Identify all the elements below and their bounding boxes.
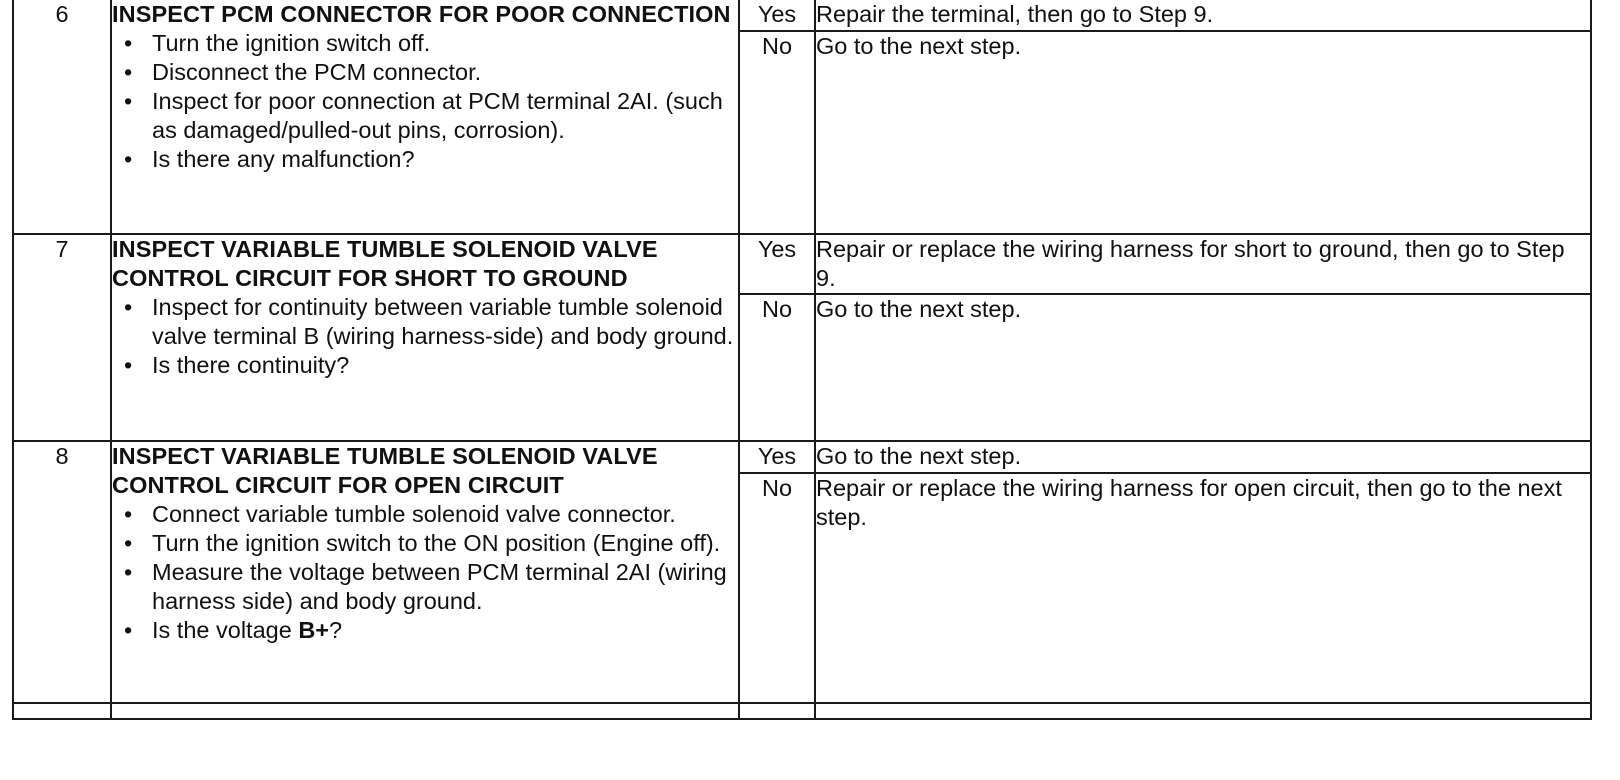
inspection-cell [111,0,739,234]
yes-label: Yes [739,234,815,294]
yes-action: Repair or replace the wiring harness for short to ground, then go to Step 9. [815,234,1591,294]
no-action: Repair or replace the wiring harness for open circuit, then go to the next step. [815,473,1591,703]
diagnostic-procedure-table [12,0,1592,720]
partial-cell [111,703,739,719]
inspection-item: • Measure the voltage between PCM terminal 2AI (wiring harness side) and body ground. [112,558,738,616]
inspection-cell [111,234,739,441]
step-7-yes-row [13,234,1591,294]
inspection-item: • Inspect for continuity between variable tumble solenoid valve terminal B (wiring harness-side) and body ground. [112,293,738,351]
partial-cell [13,703,111,719]
inspection-item: • Turn the ignition switch off. [112,29,738,58]
inspection-item [112,616,738,645]
inspection-list [112,293,738,380]
inspection-item: • Disconnect the PCM connector. [112,58,738,87]
yes-label: Yes [739,441,815,473]
partial-cell [739,703,815,719]
step-number: 8 [13,441,111,703]
yes-action: Go to the next step. [815,441,1591,473]
inspection-list [112,500,738,645]
inspection-item: • Turn the ignition switch to the ON position (Engine off). [112,529,738,558]
inspection-list [112,29,738,174]
no-label: No [739,31,815,234]
next-step-row-partial [13,703,1591,719]
no-action: Go to the next step. [815,31,1591,234]
step-number: 7 [13,234,111,441]
no-label: No [739,473,815,703]
inspection-item: • Connect variable tumble solenoid valve connector. [112,500,738,529]
step-number: 6 [13,0,111,234]
no-label: No [739,294,815,441]
yes-action: Repair the terminal, then go to Step 9. [815,0,1591,31]
step-6-yes-row [13,0,1591,31]
voltage-question-prefix: Is the voltage [152,617,299,643]
step-8-yes-row [13,441,1591,473]
inspection-item: • Is there any malfunction? [112,145,738,174]
no-action: Go to the next step. [815,294,1591,441]
inspection-item: • Inspect for poor connection at PCM terminal 2AI. (such as damaged/pulled-out pins, corrosion). [112,87,738,145]
inspection-item: • Is there continuity? [112,351,738,380]
inspection-title: INSPECT VARIABLE TUMBLE SOLENOID VALVE CONTROL CIRCUIT FOR OPEN CIRCUIT [112,443,658,498]
voltage-value: B+ [298,617,330,643]
partial-cell [815,703,1591,719]
inspection-title: INSPECT VARIABLE TUMBLE SOLENOID VALVE CONTROL CIRCUIT FOR SHORT TO GROUND [112,236,658,291]
yes-label: Yes [739,0,815,31]
voltage-question-suffix: ? [329,617,343,643]
inspection-cell [111,441,739,703]
inspection-title: INSPECT PCM CONNECTOR FOR POOR CONNECTION [112,1,731,27]
